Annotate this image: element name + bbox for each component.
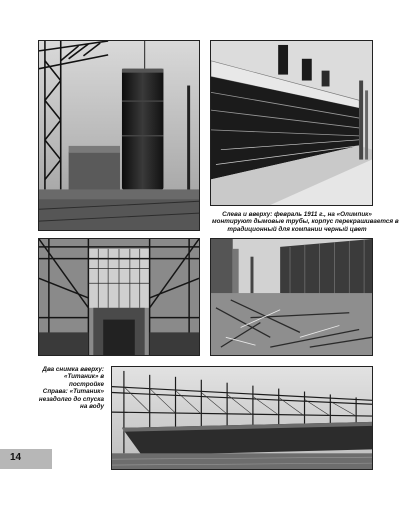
caption-line: незадолго до спуска [38, 395, 104, 403]
caption-titanic-construction [28, 366, 104, 410]
caption-line: традиционный для компании черный цвет [227, 225, 367, 233]
caption-olympic-funnels [212, 211, 399, 233]
photo-slipway-works [210, 238, 373, 356]
gantry-construction-image [39, 239, 199, 355]
hull-repainting-image [211, 41, 372, 205]
caption-line: на воду [80, 403, 104, 411]
page-number: 14 [10, 452, 22, 463]
funnel-installation-image [39, 41, 199, 230]
photo-gantry-construction [38, 238, 200, 356]
slipway-works-image [211, 239, 372, 355]
caption-line: постройке [68, 380, 104, 388]
photo-funnel-installation [38, 40, 200, 231]
caption-line: «Титаник» в [64, 373, 104, 381]
photo-hull-repainting [210, 40, 373, 206]
photo-gantry-before-launch [111, 366, 373, 470]
caption-line: Два снимка вверху: [42, 366, 104, 373]
caption-line: монтируют дымовые трубы, корпус перекрашивается в [212, 218, 399, 226]
caption-line: Справа: «Титаник» [42, 388, 104, 396]
page-number-box [0, 449, 52, 469]
caption-line: Слева и вверху: февраль 1911 г., на «Олимпик» [222, 211, 372, 218]
gantry-before-launch-image [112, 367, 372, 469]
